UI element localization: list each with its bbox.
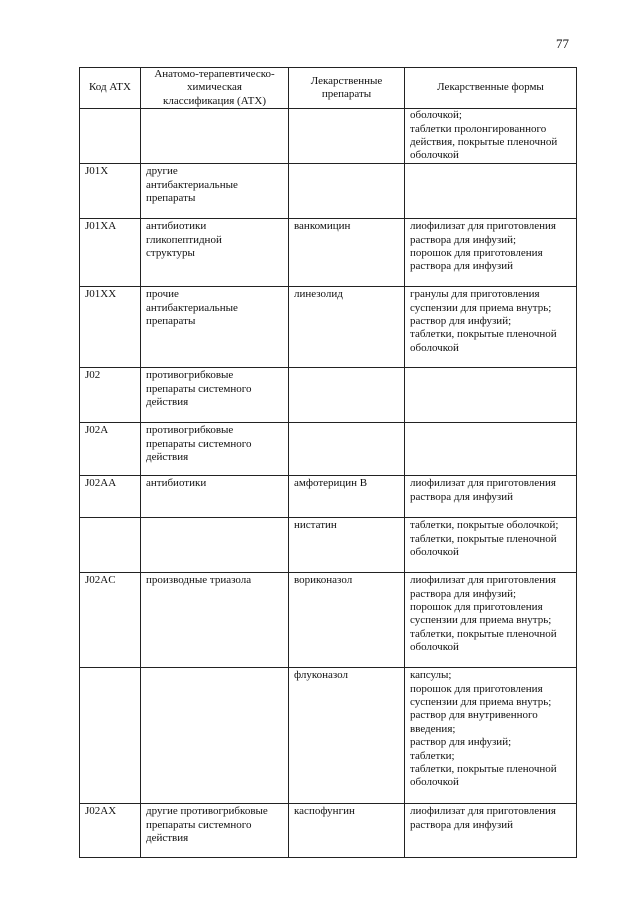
cell-atc-code: J01X	[80, 164, 141, 219]
cell-classification	[141, 518, 289, 573]
cell-atc-code: J02AX	[80, 804, 141, 858]
cell-atc-code: J02AC	[80, 573, 141, 668]
cell-classification: антибиотики	[141, 476, 289, 518]
cell-atc-code	[80, 668, 141, 804]
cell-atc-code	[80, 109, 141, 164]
cell-dosage-forms	[405, 368, 577, 423]
cell-classification: противогрибковые препараты системного действия	[141, 368, 289, 423]
cell-drug: флуконазол	[289, 668, 405, 804]
cell-drug	[289, 164, 405, 219]
header-drugs: Лекарственные препараты	[289, 68, 405, 109]
table-row	[80, 219, 577, 287]
cell-dosage-forms	[405, 423, 577, 476]
cell-dosage-forms: лиофилизат для приготовления раствора для инфузий	[405, 476, 577, 518]
cell-atc-code: J01XX	[80, 287, 141, 368]
table-row	[80, 164, 577, 219]
cell-atc-code	[80, 518, 141, 573]
table-header-row	[80, 68, 577, 109]
table-row	[80, 573, 577, 668]
cell-atc-code: J02	[80, 368, 141, 423]
cell-drug: каспофунгин	[289, 804, 405, 858]
cell-classification: антибиотики гликопептидной структуры	[141, 219, 289, 287]
cell-dosage-forms: капсулы; порошок для приготовления суспензии для приема внутрь; раствор для внутривенного введения; раствор для инфузий; таблетки; таблетки, покрытые пленочной оболочкой	[405, 668, 577, 804]
cell-drug	[289, 423, 405, 476]
atc-drug-table	[79, 67, 577, 858]
header-dosage-forms: Лекарственные формы	[405, 68, 577, 109]
cell-classification: другие противогрибковые препараты системного действия	[141, 804, 289, 858]
table-row	[80, 368, 577, 423]
cell-dosage-forms: таблетки, покрытые оболочкой; таблетки, покрытые пленочной оболочкой	[405, 518, 577, 573]
cell-atc-code: J02A	[80, 423, 141, 476]
header-atc-code: Код АТХ	[80, 68, 141, 109]
cell-classification	[141, 668, 289, 804]
cell-atc-code: J02AA	[80, 476, 141, 518]
cell-dosage-forms: лиофилизат для приготовления раствора для инфузий; порошок для приготовления суспензии для приема внутрь; таблетки, покрытые пленочной оболочкой	[405, 573, 577, 668]
cell-drug: амфотерицин В	[289, 476, 405, 518]
cell-drug: ванкомицин	[289, 219, 405, 287]
table-row	[80, 287, 577, 368]
cell-atc-code: J01XA	[80, 219, 141, 287]
table-row	[80, 109, 577, 164]
cell-dosage-forms: оболочкой; таблетки пролонгированного действия, покрытые пленочной оболочкой	[405, 109, 577, 164]
table-row	[80, 668, 577, 804]
cell-dosage-forms: гранулы для приготовления суспензии для приема внутрь; раствор для инфузий; таблетки, покрытые пленочной оболочкой	[405, 287, 577, 368]
cell-drug	[289, 109, 405, 164]
cell-classification: противогрибковые препараты системного действия	[141, 423, 289, 476]
table-row	[80, 518, 577, 573]
cell-drug: линезолид	[289, 287, 405, 368]
cell-classification: другие антибактериальные препараты	[141, 164, 289, 219]
page-number: 77	[556, 36, 569, 51]
cell-classification	[141, 109, 289, 164]
header-atc-classification: Анатомо-терапевтическо- химическая классификация (АТХ)	[141, 68, 289, 109]
cell-dosage-forms: лиофилизат для приготовления раствора для инфузий; порошок для приготовления раствора для инфузий	[405, 219, 577, 287]
table-row	[80, 804, 577, 858]
cell-drug: нистатин	[289, 518, 405, 573]
cell-classification: прочие антибактериальные препараты	[141, 287, 289, 368]
cell-drug: вориконазол	[289, 573, 405, 668]
cell-drug	[289, 368, 405, 423]
cell-dosage-forms: лиофилизат для приготовления раствора для инфузий	[405, 804, 577, 858]
table-row	[80, 476, 577, 518]
cell-dosage-forms	[405, 164, 577, 219]
table-row	[80, 423, 577, 476]
cell-classification: производные триазола	[141, 573, 289, 668]
